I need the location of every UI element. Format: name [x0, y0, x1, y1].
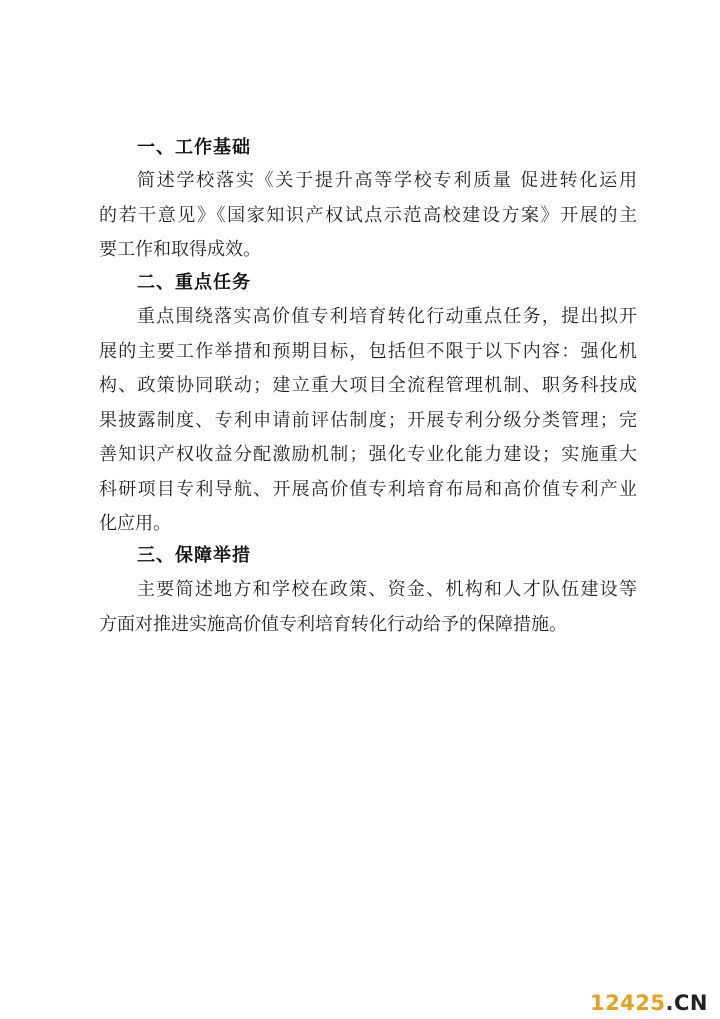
section-paragraph-key-tasks [99, 300, 637, 542]
paragraph-line: 构、政策协同联动；建立重大项目全流程管理机制、职务科技成 [99, 375, 637, 396]
watermark-dot: . [665, 991, 674, 1015]
watermark-number: 12425 [589, 991, 666, 1015]
paragraph-line: 化应用。 [99, 513, 171, 534]
section-heading-safeguards: 三、保障举措 [137, 545, 251, 566]
paragraph-line: 主要简述地方和学校在政策、资金、机构和人才队伍建设等 [137, 579, 637, 600]
section-paragraph-safeguards [99, 573, 637, 642]
paragraph-line: 重点围绕落实高价值专利培育转化行动重点任务，提出拟开 [137, 306, 637, 327]
site-watermark-logo [590, 991, 708, 1015]
paragraph-line: 展的主要工作举措和预期目标，包括但不限于以下内容：强化机 [99, 340, 637, 362]
paragraph-line: 的若干意见》《国家知识产权试点示范高校建设方案》开展的主 [99, 204, 637, 226]
paragraph-line: 果披露制度、专利申请前评估制度；开展专利分级分类管理；完 [99, 409, 637, 431]
section-paragraph-work-basis [99, 164, 637, 268]
paragraph-line: 简述学校落实《关于提升高等学校专利质量 促进转化运用 [137, 170, 637, 191]
watermark-suffix: CN [674, 991, 708, 1015]
paragraph-line: 要工作和取得成效。 [99, 239, 261, 260]
section-heading-work-basis: 一、工作基础 [137, 137, 251, 158]
section-heading-key-tasks: 二、重点任务 [137, 272, 251, 293]
paragraph-line: 科研项目专利导航、开展高价值专利培育布局和高价值专利产业 [99, 478, 637, 500]
paragraph-line: 善知识产权收益分配激励机制；强化专业化能力建设；实施重大 [99, 444, 637, 465]
paragraph-line: 方面对推进实施高价值专利培育转化行动给予的保障措施。 [99, 613, 567, 635]
